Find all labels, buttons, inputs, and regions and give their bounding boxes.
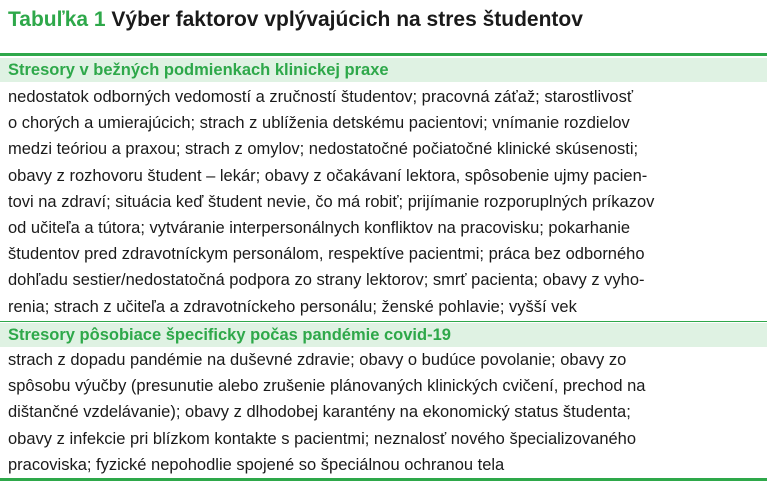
section-heading-clinical-practice [0, 58, 767, 82]
text-line: obavy z rozhovoru študent – lekár; obavy z očakávaní lektora, spôsobenie ujmy pacien- [8, 166, 648, 185]
text-line: strach z dopadu pandémie na duševné zdravie; obavy o budúce povolanie; obavy zo [8, 351, 627, 369]
text-line: tovi na zdraví; situácia keď študent nevie, čo má robiť; prijímanie rozporuplných príkazov [8, 192, 655, 211]
table-title [8, 4, 583, 36]
text-line: o chorých a umierajúcich; strach z ublíženia detskému pacientovi; vnímanie rozdielov [8, 114, 630, 133]
section-body-clinical-practice [8, 84, 761, 320]
section-body-pandemic [8, 347, 761, 478]
text-line: dohľadu sestier/nedostatočná podpora zo strany lektorov; smrť pacienta; obavy z vyho- [8, 271, 645, 290]
text-line: spôsobu výučby (presunutie alebo zrušenie plánovaných klinických cvičení, prechod na [8, 377, 646, 396]
text-line: obavy z infekcie pri blízkom kontakte s pacientmi; neznalosť nového špecializovaného [8, 429, 637, 448]
text-line: pracoviska; fyzické nepohodlie spojené so špeciálnou ochranou tela [8, 455, 505, 474]
text-line: dištančné vzdelávanie); obavy z dlhodobej karantény na ekonomický status študenta; [8, 403, 631, 422]
top-divider [0, 53, 767, 56]
text-line: nedostatok odborných vedomostí a zručností študentov; pracovná záťaž; starostlivosť [8, 88, 634, 106]
section-heading-text: Stresory pôsobiace špecificky počas pandémie covid-19 [8, 326, 451, 344]
bottom-divider [0, 478, 767, 481]
section-heading-text: Stresory v bežných podmienkach klinickej praxe [8, 61, 389, 79]
text-line: medzi teóriou a praxou; strach z omylov; nedostatočné počiatočné klinické skúsenosti; [8, 140, 639, 159]
table-number-label: Tabuľka 1 [8, 8, 106, 31]
section-divider [0, 321, 767, 322]
text-line: študentov pred zdravotníckym personálom, respektíve pacientmi; práca bez odborného [8, 245, 645, 264]
section-heading-pandemic [0, 323, 767, 347]
text-line: od učiteľa a tútora; vytváranie interpersonálnych konfliktov na pracovisku; pokarhanie [8, 219, 631, 238]
text-line: renia; strach z učiteľa a zdravotníckeho personálu; ženské pohlavie; vyšší vek [8, 297, 577, 316]
table-title-text: Výber faktorov vplývajúcich na stres študentov [111, 8, 583, 31]
